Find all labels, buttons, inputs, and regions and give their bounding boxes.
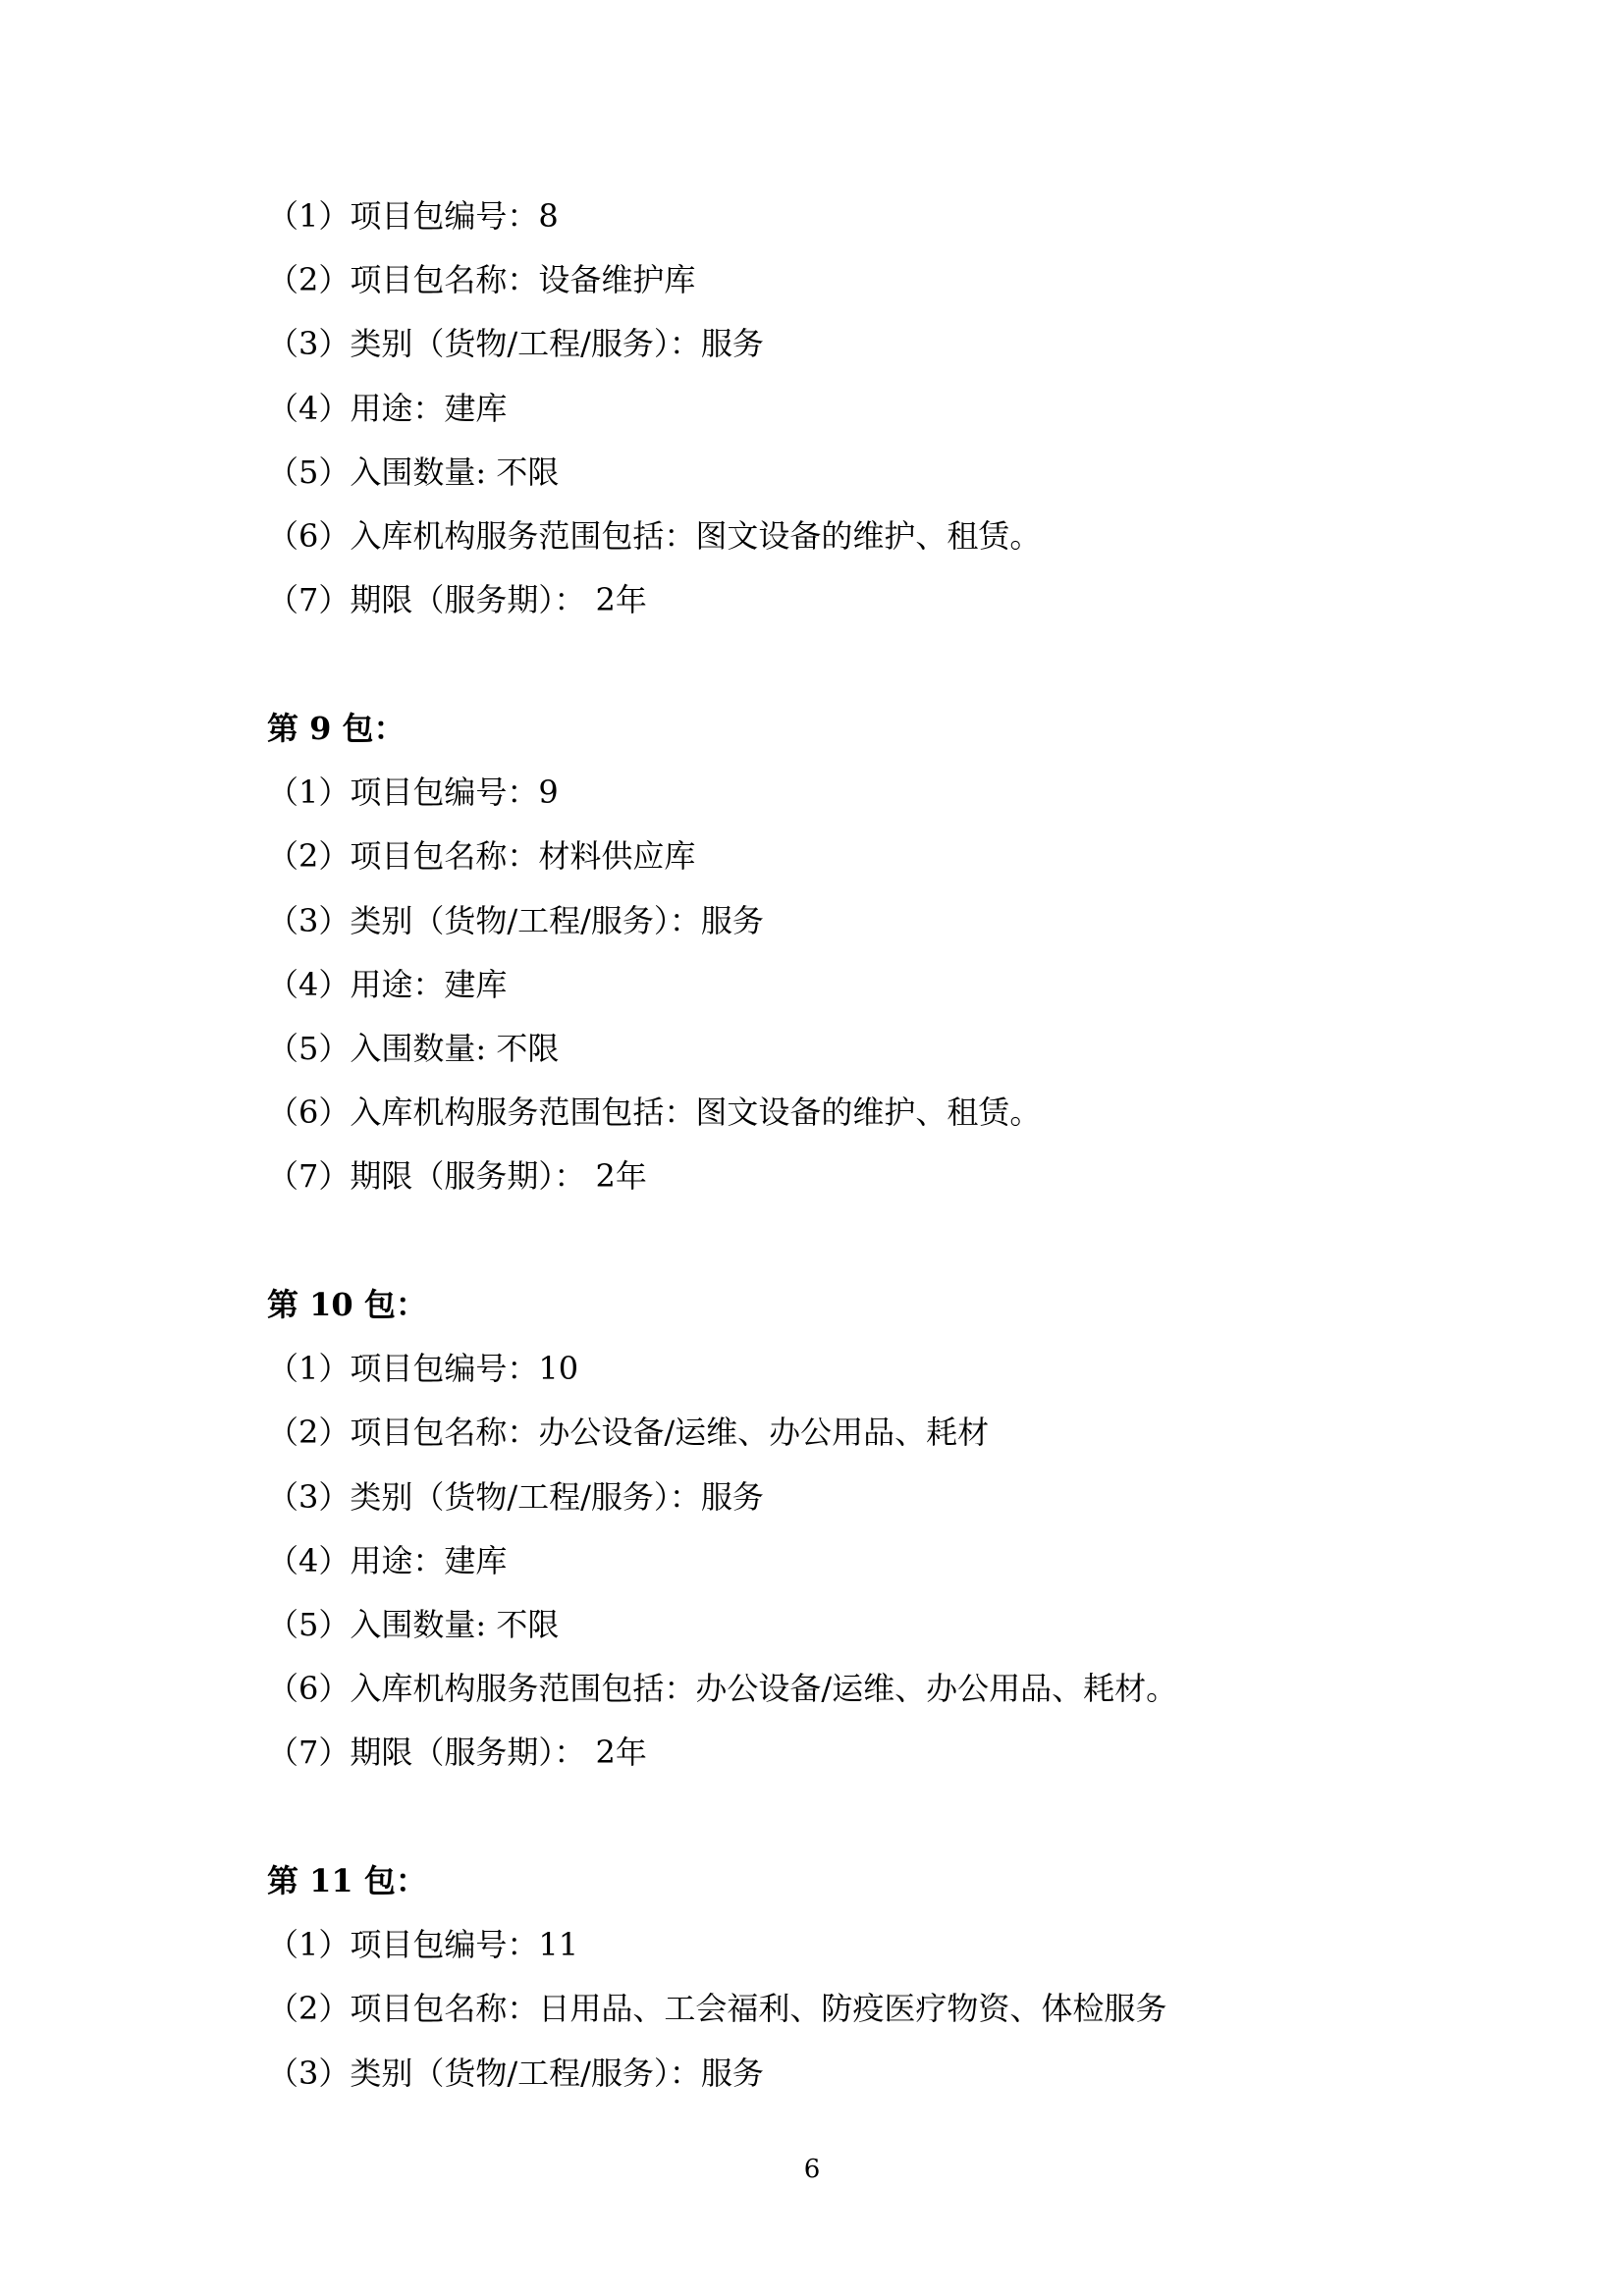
package-10-item-number: （1）项目包编号：10 bbox=[267, 1350, 579, 1387]
package-9-item-scope: （6）入库机构服务范围包括：图文设备的维护、租赁。 bbox=[267, 1094, 1042, 1131]
package-11-item-name: （2）项目包名称：日用品、工会福利、防疫医疗物资、体检服务 bbox=[267, 1990, 1167, 2027]
page-number: 6 bbox=[803, 2155, 821, 2184]
package-11-heading: 第 11 包： bbox=[267, 1862, 427, 1899]
package-8-item-scope: （6）入库机构服务范围包括：图文设备的维护、租赁。 bbox=[267, 517, 1042, 555]
package-9-heading: 第 9 包： bbox=[267, 710, 406, 747]
package-10-item-scope: （6）入库机构服务范围包括：办公设备/运维、办公用品、耗材。 bbox=[267, 1670, 1178, 1707]
package-8-item-category: （3）类别（货物/工程/服务）：服务 bbox=[267, 325, 764, 362]
package-9-item-name: （2）项目包名称：材料供应库 bbox=[267, 837, 696, 875]
package-9-item-number: （1）项目包编号：9 bbox=[267, 774, 559, 811]
package-10-heading: 第 10 包： bbox=[267, 1286, 427, 1323]
package-10-item-name: （2）项目包名称：办公设备/运维、办公用品、耗材 bbox=[267, 1414, 990, 1451]
package-8-item-name: （2）项目包名称：设备维护库 bbox=[267, 261, 696, 298]
package-9-item-quantity: （5）入围数量: 不限 bbox=[267, 1030, 560, 1067]
package-11-item-category: （3）类别（货物/工程/服务）：服务 bbox=[267, 2055, 764, 2092]
package-9-item-purpose: （4）用途：建库 bbox=[267, 966, 508, 1003]
package-10-item-quantity: （5）入围数量: 不限 bbox=[267, 1606, 560, 1643]
package-8-item-purpose: （4）用途：建库 bbox=[267, 390, 508, 427]
package-10-item-term: （7）期限（服务期）： 2年 bbox=[267, 1734, 647, 1771]
package-8-item-quantity: （5）入围数量: 不限 bbox=[267, 454, 560, 491]
package-8-item-term: （7）期限（服务期）： 2年 bbox=[267, 581, 647, 618]
package-9-item-term: （7）期限（服务期）： 2年 bbox=[267, 1157, 647, 1195]
package-10-item-category: （3）类别（货物/工程/服务）：服务 bbox=[267, 1478, 764, 1516]
package-11-item-number: （1）项目包编号：11 bbox=[267, 1926, 579, 1963]
package-10-item-purpose: （4）用途：建库 bbox=[267, 1542, 508, 1579]
package-9-item-category: （3）类别（货物/工程/服务）：服务 bbox=[267, 902, 764, 939]
package-8-item-number: （1）项目包编号：8 bbox=[267, 197, 559, 235]
